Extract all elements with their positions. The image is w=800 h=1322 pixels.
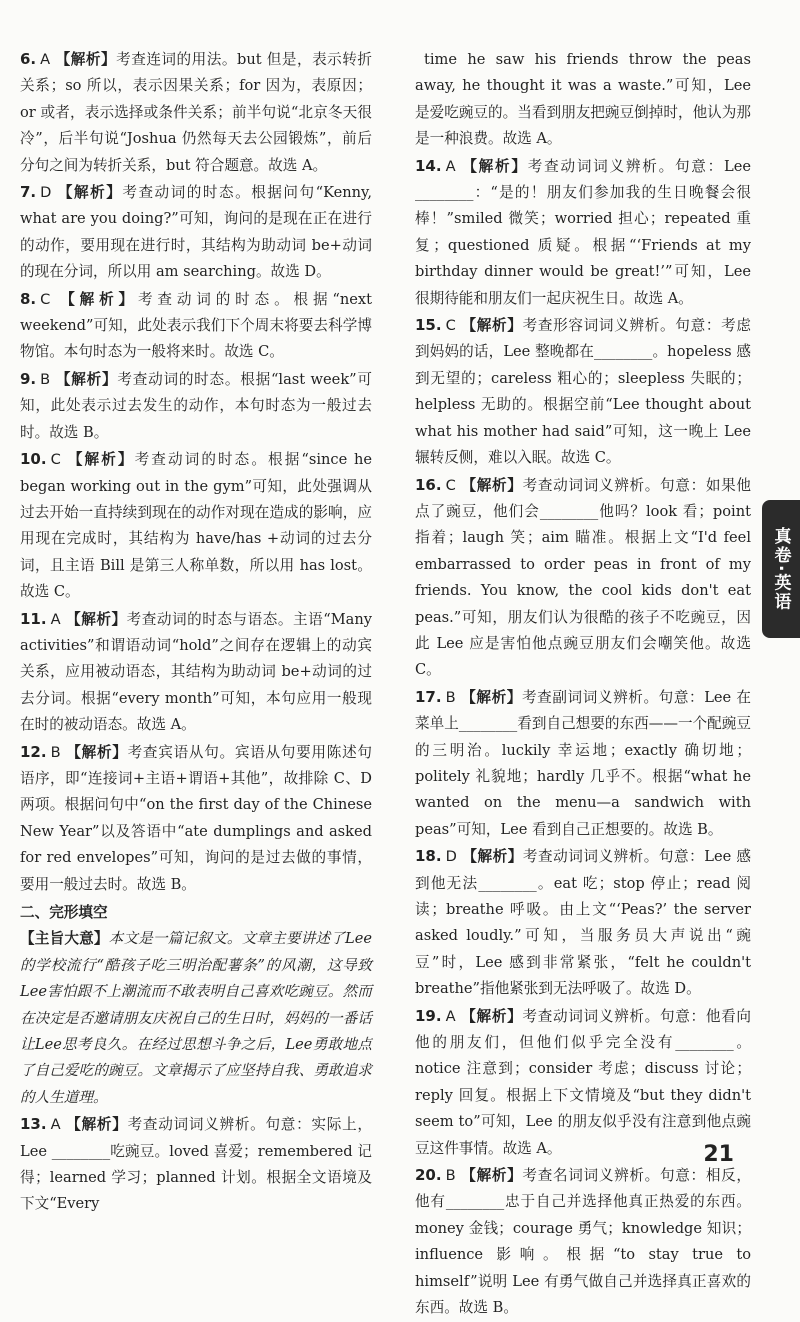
item-number: 17. xyxy=(415,687,442,706)
analysis-text: 考查动词词义辨析。句意：实际上，Lee ________吃豌豆。loved 喜爱；remembered 记得；learned 学习；planned 计划。根据全文语境及下文“Every xyxy=(20,1116,372,1213)
answer-item xyxy=(415,472,751,684)
item-answer: C xyxy=(445,476,456,494)
answer-item xyxy=(20,366,372,446)
summary-text: 本文是一篇记叙文。文章主要讲述了Lee的学校流行“酷孩子吃三明治配薯条”的风潮，这导致Lee害怕跟不上潮流而不敢表明自己喜欢吃豌豆。然而在决定是否邀请朋友庆祝自己的生日时，妈妈的一番话让Lee思考良久。在经过思想斗争之后，Lee勇敢地点了自己爱吃的豌豆。文章揭示了应坚持自我、勇敢追求的人生道理。 xyxy=(20,930,372,1106)
analysis-tag: 【解析】 xyxy=(460,157,528,175)
analysis-tag: 【解析】 xyxy=(55,370,118,388)
answer-item xyxy=(415,46,751,153)
item-number: 15. xyxy=(415,316,442,335)
analysis-tag: 【解析】 xyxy=(460,476,523,494)
item-number: 12. xyxy=(20,742,47,761)
answer-item xyxy=(20,446,372,605)
answer-item xyxy=(20,46,372,179)
left-column xyxy=(20,46,372,1218)
answer-item xyxy=(415,684,751,843)
answer-item xyxy=(415,312,751,471)
item-number: 13. xyxy=(20,1115,47,1134)
analysis-text: 考查连词的用法。but 但是，表示转折关系；so 所以，表示因果关系；for 因为，表原因；or 或者，表示选择或条件关系；前半句说“北京冬天很冷”，后半句说“Joshua 仍然每天去公园锻炼”，前后分句之间为转折关系，but 符合题意。故选 A。 xyxy=(20,51,372,174)
analysis-text: 考查宾语从句。宾语从句要用陈述句语序，即“连接词+主语+谓语+其他”，故排除 C、D 两项。根据问句中“on the first day of the Chinese New Year”以及答语中“ate dumplings and asked for red envelopes”可知，询问的是过去做的事情，要用一般过去时。故选 B。 xyxy=(20,743,372,893)
page-number: 21 xyxy=(703,1142,734,1167)
answer-item xyxy=(415,1003,751,1162)
item-answer: A xyxy=(40,51,51,68)
item-answer: C xyxy=(40,290,51,308)
right-column xyxy=(415,46,751,1322)
section-title: 二、完形填空 xyxy=(20,904,108,921)
analysis-text: 考查副词词义辨析。句意：Lee 在菜单上________看到自己想要的东西——一个配豌豆的三明治。luckily 幸运地；exactly 确切地；politely 礼貌地；hardly 几乎不。根据“what he wanted on the menu—a sandwich with peas”可知，Lee 看到自己正想要的。故选 B。 xyxy=(415,688,751,838)
item-number: 18. xyxy=(415,847,442,866)
analysis-tag: 【解析】 xyxy=(65,610,127,628)
analysis-text: 考查动词词义辨析。句意：Lee 感到他无法________。eat 吃；stop 停止；read 阅读；breathe 呼吸。由上文“‘Peas?’ the server asked loudly.”可知，当服务员大声说出“豌豆”时，Lee 感到非常紧张，“felt he couldn't breathe”指他紧张到无法呼吸了。故选 D。 xyxy=(415,848,751,998)
analysis-tag: 【解析】 xyxy=(56,184,123,202)
analysis-tag: 【解析】 xyxy=(65,1116,128,1134)
analysis-tag: 【解析】 xyxy=(65,743,128,761)
right-answer-list xyxy=(415,46,751,1322)
item-number: 6. xyxy=(20,50,37,68)
analysis-text: 考查动词的时态。根据“since he began working out in the gym”可知，此处强调从过去开始一直持续到现在的动作对现在造成的影响，应用现在完成时，其结构为 have/has +动词的过去分词，且主语 Bill 是第三人称单数，所以用 has lost。故选 C。 xyxy=(20,451,372,601)
analysis-tag: 【解析】 xyxy=(460,1007,523,1025)
answer-item xyxy=(415,843,751,1002)
analysis-tag: 【解析】 xyxy=(55,290,138,308)
item-number: 8. xyxy=(20,289,37,308)
item-number: 16. xyxy=(415,475,442,494)
item-answer: B xyxy=(445,1167,456,1185)
subject-side-tab: 真卷·英语 xyxy=(762,500,800,638)
item-number: 10. xyxy=(20,450,47,469)
answer-item xyxy=(20,739,372,898)
answer-item xyxy=(20,606,372,739)
answer-item xyxy=(20,179,372,286)
summary-paragraph xyxy=(20,926,372,1111)
item-answer: B xyxy=(445,688,456,706)
item-number: 14. xyxy=(415,156,442,175)
item-answer: D xyxy=(445,848,457,866)
item-answer: C xyxy=(50,451,61,469)
item-answer: C xyxy=(445,317,456,335)
analysis-tag: 【解析】 xyxy=(55,51,117,68)
analysis-text: 考查动词的时态。根据“last week”可知，此处表示过去发生的动作，本句时态为一般过去时。故选 B。 xyxy=(20,370,372,441)
item-number: 11. xyxy=(20,609,47,628)
answer-item xyxy=(415,1162,751,1321)
item-answer: A xyxy=(445,157,456,175)
left-answer-list xyxy=(20,46,372,898)
item-answer: B xyxy=(40,370,51,388)
analysis-tag: 【解析】 xyxy=(460,688,522,706)
item-number: 20. xyxy=(415,1166,442,1185)
analysis-text: 考查动词词义辨析。句意：如果他点了豌豆，他们会________他吗？look 看；point 指着；laugh 笑；aim 瞄准。根据上文“I'd feel embarrassed to order peas in front of my friends. You know, the cool kids don't eat peas.”可知，朋友们认为很酷的孩子不吃豌豆，因此 Lee 应是害怕他点豌豆朋友们会嘲笑他。故选 C。 xyxy=(415,476,751,679)
analysis-tag: 【解析】 xyxy=(460,317,523,335)
analysis-text: 考查形容词词义辨析。句意：考虑到妈妈的话，Lee 整晚都在________。hopeless 感到无望的；careless 粗心的；sleepless 失眠的；helpless 无助的。根据空前“Lee thought about what his mother had said”可知，这一晚上 Lee 辗转反侧，难以入眠。故选 C。 xyxy=(415,317,751,467)
analysis-text: time he saw his friends throw the peas away, he thought it was a waste.”可知，Lee 是爱吃豌豆的。当看到朋友把豌豆倒掉时，他认为那是一种浪费。故选 A。 xyxy=(415,51,751,148)
item-answer: A xyxy=(50,1116,61,1134)
analysis-text: 考查动词的时态与语态。主语“Many activities”和谓语动词“hold”之间存在逻辑上的动宾关系，应用被动语态，其结构为助动词 be+动词的过去分词。根据“every month”可知，本句应用一般现在时的被动语态。故选 A。 xyxy=(20,610,372,734)
analysis-text: 考查动词的时态。根据问句“Kenny, what are you doing?”可知，询问的是现在正在进行的动作，要用现在进行时，其结构为助动词 be+动词的现在分词，所以用 am searching。故选 D。 xyxy=(20,184,372,281)
analysis-tag: 【解析】 xyxy=(65,451,135,469)
analysis-tag: 【解析】 xyxy=(460,1167,523,1185)
item-number: 7. xyxy=(20,183,37,202)
answer-item xyxy=(415,153,751,312)
item-answer: B xyxy=(50,743,61,761)
analysis-text: 考查名词词义辨析。句意：相反，他有________忠于自己并选择他真正热爱的东西。money 金钱；courage 勇气；knowledge 知识；influence 影响。根据“to stay true to himself”说明 Lee 有勇气做自己并选择真正喜欢的东西。故选 B。 xyxy=(415,1167,751,1317)
summary-tag: 【主旨大意】 xyxy=(20,930,109,948)
answer-item xyxy=(20,286,372,366)
item-number: 9. xyxy=(20,369,37,388)
item-answer: A xyxy=(50,610,61,628)
answer-item-13 xyxy=(20,1111,372,1218)
analysis-tag: 【解析】 xyxy=(461,848,523,866)
analysis-text: 考查动词词义辨析。句意：他看向他的朋友们，但他们似乎完全没有________。notice 注意到；consider 考虑；discuss 讨论；reply 回复。根据上下文情境及“but they didn't seem to”可知，Lee 的朋友似乎没有注意到他点豌豆这件事情。故选 A。 xyxy=(415,1007,751,1157)
analysis-text: 考查动词的时态。根据“next weekend”可知，此处表示我们下个周末将要去科学博物馆。本句时态为一般将来时。故选 C。 xyxy=(20,290,372,361)
analysis-text: 考查动词词义辨析。句意：Lee ________：“是的！朋友们参加我的生日晚餐会很棒！”smiled 微笑；worried 担心；repeated 重复；questioned 质疑。根据“‘Friends at my birthday dinner would be great!’”可知，Lee 很期待能和朋友们一起庆祝生日。故选 A。 xyxy=(415,157,751,307)
item-answer: A xyxy=(445,1007,456,1025)
item-answer: D xyxy=(40,184,52,202)
item-number: 19. xyxy=(415,1006,442,1025)
